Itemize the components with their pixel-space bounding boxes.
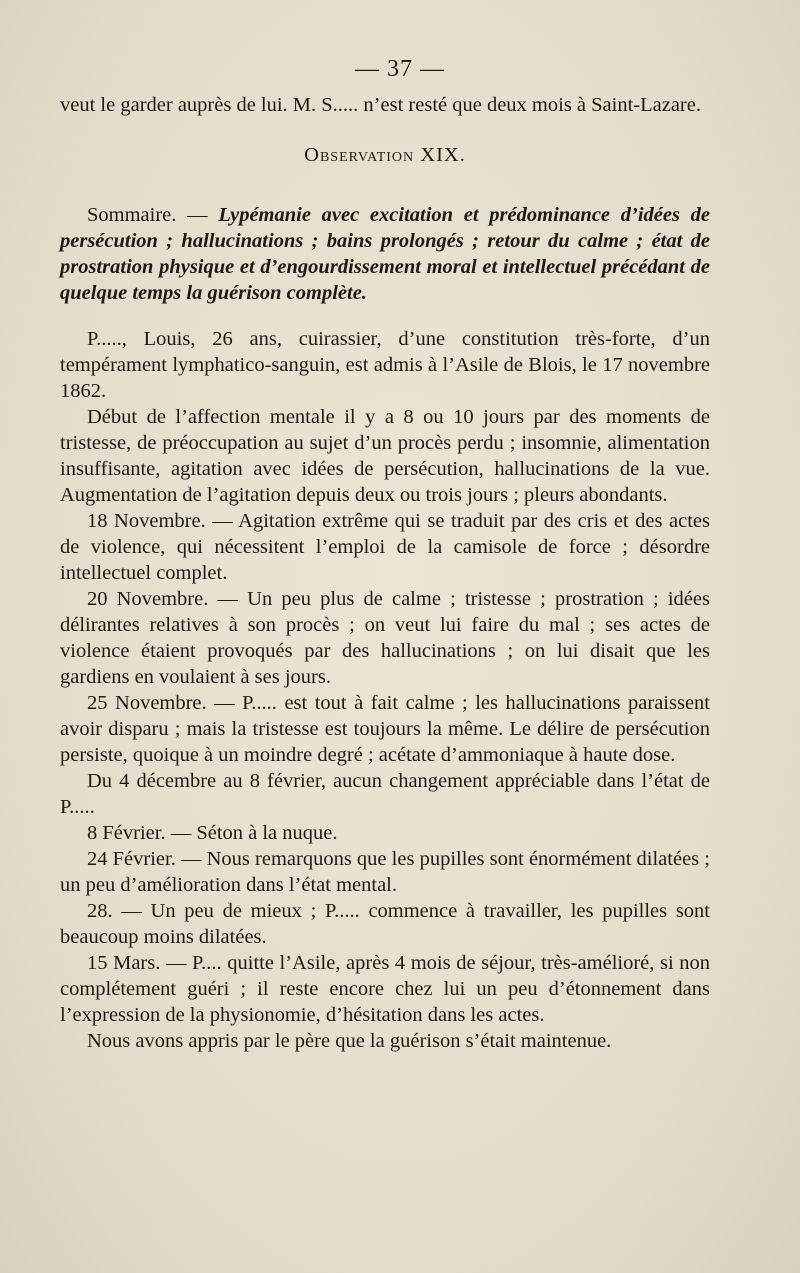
entry-20-novembre: 20 Novembre. — Un peu plus de calme ; tristesse ; prostration ; idées délirantes relatives à son procès ; on veut lui faire du mal ; ses actes de violence étaient provoqués par des hallucinations ; on lui disait que les gardiens en voulaient à ses jours. [60,588,710,688]
onset-paragraph: Début de l’affection mentale il y a 8 ou 10 jours par des moments de tristesse, de préoccupation au sujet d’un procès perdu ; insomnie, alimentation insuffisante, agitation avec idées de persécution, hallucinations de la vue. Augmentation de l’agitation depuis deux ou trois jours ; pleurs abondants. [60,406,710,506]
summary-text: Lypémanie avec excitation et prédominance d’idées de persécution ; hallucinations ; bains prolongés ; retour du calme ; état de prostration physique et d’engourdissement moral et intellectuel précédant de quelque temps la guérison complète. [60,204,711,304]
entry-28: 28. — Un peu de mieux ; P..... commence à travailler, les pupilles sont beaucoup moins dilatées. [60,900,710,948]
body-text [60,92,710,1054]
page-number: — 37 — [355,56,445,82]
case-intro-paragraph: P....., Louis, 26 ans, cuirassier, d’une constitution très-forte, d’un tempérament lymphatico-sanguin, est admis à l’Asile de Blois, le 17 novembre 1862. [60,328,710,402]
paragraph-continuation: veut le garder auprès de lui. M. S..... n’est resté que deux mois à Saint-Lazare. [60,94,701,116]
entry-24-fevrier: 24 Février. — Nous remarquons que les pupilles sont énormément dilatées ; un peu d’amélioration dans l’état mental. [60,848,710,896]
entry-15-mars: 15 Mars. — P.... quitte l’Asile, après 4 mois de séjour, très-amélioré, si non complétement guéri ; il reste encore chez lui un peu d’étonnement dans l’expression de la physionomie, d’hésitation dans les actes. [60,952,710,1026]
closing-paragraph: Nous avons appris par le père que la guérison s’était maintenue. [87,1030,612,1052]
summary-label: Sommaire. — [87,204,219,226]
entry-decembre-fevrier: Du 4 décembre au 8 février, aucun changement appréciable dans l’état de P..... [60,770,710,818]
observation-heading: Observation XIX. [304,144,466,166]
entry-8-fevrier: 8 Février. — Séton à la nuque. [87,822,338,844]
summary-paragraph [60,202,710,306]
entry-25-novembre: 25 Novembre. — P..... est tout à fait calme ; les hallucinations paraissent avoir disparu ; mais la tristesse est toujours la même. Le délire de persécution persiste, quoique à un moindre degré ; acétate d’ammoniaque à haute dose. [60,692,710,766]
entry-18-novembre: 18 Novembre. — Agitation extrême qui se traduit par des cris et des actes de violence, qui nécessitent l’emploi de la camisole de force ; désordre intellectuel complet. [60,510,710,584]
